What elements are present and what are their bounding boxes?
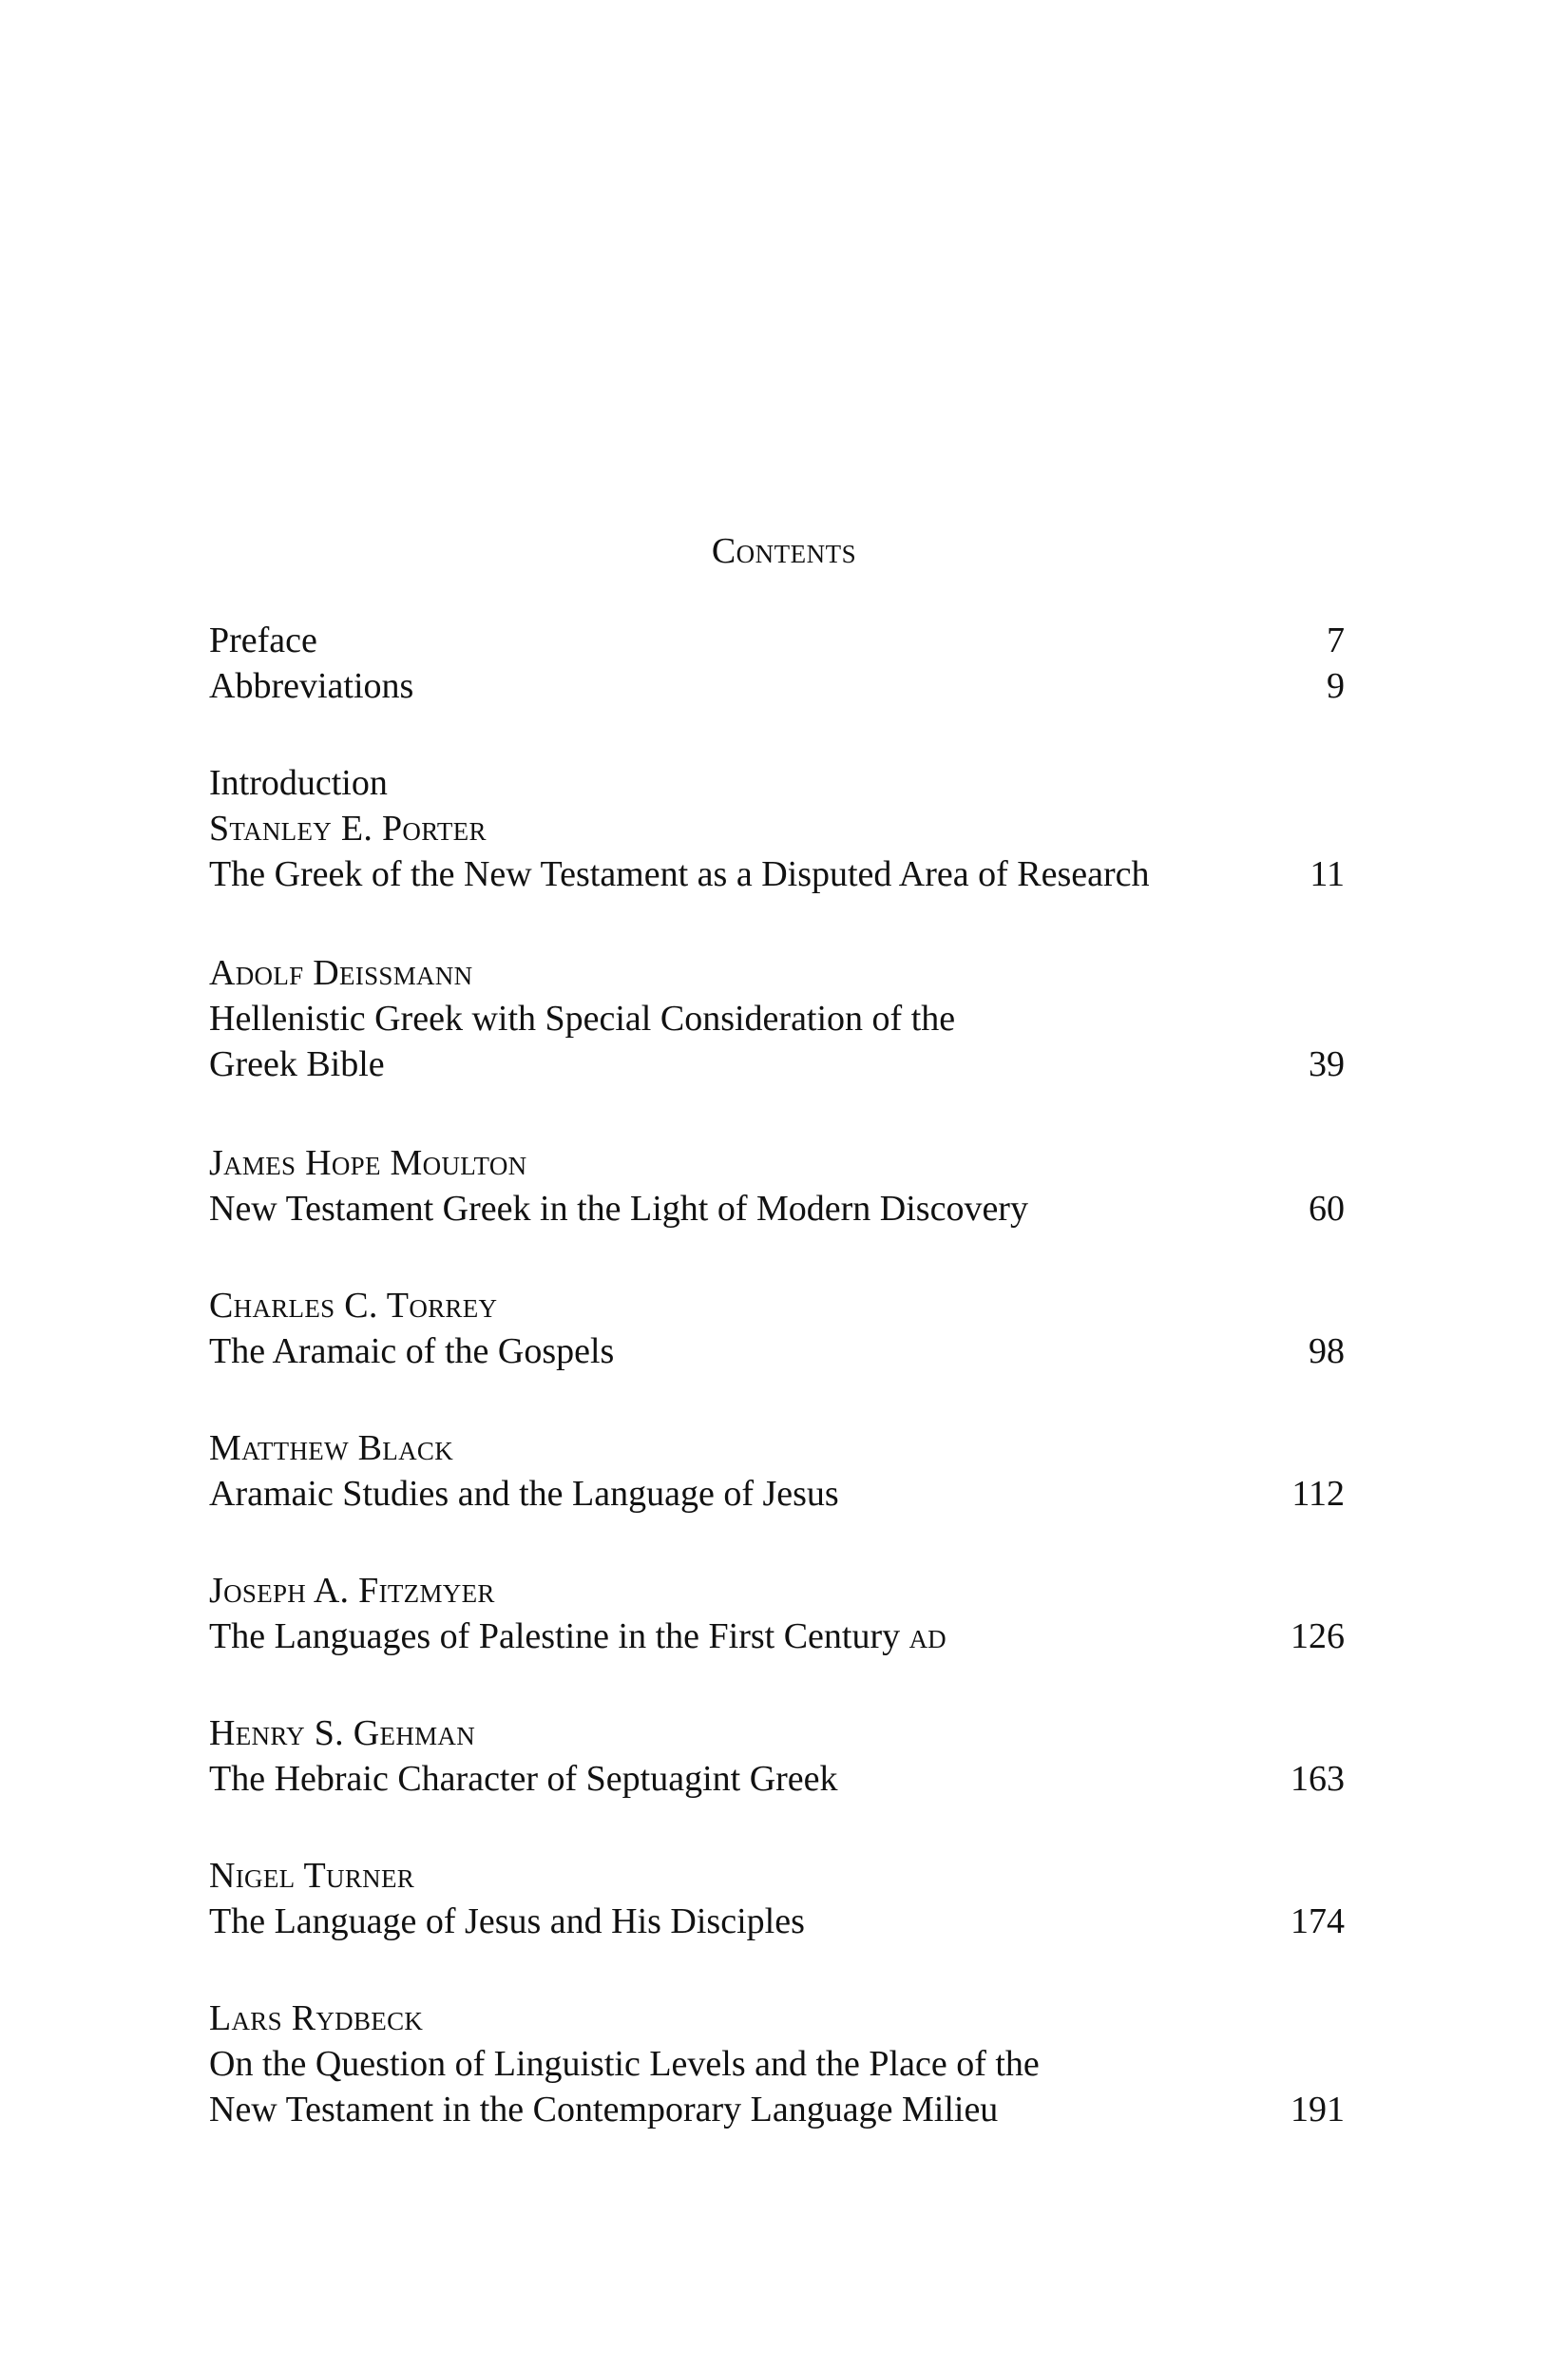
- preface-page-number: 7: [1327, 621, 1345, 660]
- introduction-author: Stanley E. Porter: [209, 809, 487, 849]
- introduction-page-number: 11: [1310, 854, 1345, 894]
- entry-title-gehman: The Hebraic Character of Septuagint Greek: [209, 1759, 838, 1799]
- entry-page-turner: 174: [1291, 1901, 1345, 1941]
- entry-author-rydbeck: Lars Rydbeck: [209, 1998, 424, 2038]
- contents-heading: Contents: [711, 531, 857, 571]
- entry-title-fitzmyer-era: ad: [908, 1616, 947, 1656]
- entry-page-rydbeck: 191: [1291, 2090, 1345, 2129]
- entry-title-deissmann-line-1: Hellenistic Greek with Special Consideration of the: [209, 999, 956, 1039]
- entry-title-torrey: The Aramaic of the Gospels: [209, 1331, 615, 1371]
- entry-author-torrey: Charles C. Torrey: [209, 1286, 498, 1326]
- introduction-label: Introduction: [209, 763, 388, 803]
- entry-author-moulton: James Hope Moulton: [209, 1143, 527, 1183]
- entry-page-fitzmyer: 126: [1291, 1616, 1345, 1656]
- entry-title-deissmann-line-2: Greek Bible: [209, 1044, 385, 1084]
- entry-page-black: 112: [1291, 1474, 1345, 1514]
- abbreviations-page-number: 9: [1327, 666, 1345, 706]
- entry-title-moulton: New Testament Greek in the Light of Modern Discovery: [209, 1189, 1028, 1229]
- entry-author-fitzmyer: Joseph A. Fitzmyer: [209, 1571, 495, 1611]
- entry-title-rydbeck-line-2: New Testament in the Contemporary Language Milieu: [209, 2090, 999, 2129]
- entry-author-gehman: Henry S. Gehman: [209, 1713, 476, 1753]
- entry-author-black: Matthew Black: [209, 1428, 453, 1468]
- entry-author-turner: Nigel Turner: [209, 1856, 415, 1896]
- entry-page-deissmann: 39: [1309, 1044, 1345, 1084]
- preface-title: Preface: [209, 621, 317, 660]
- entry-page-gehman: 163: [1291, 1759, 1345, 1799]
- entry-title-fitzmyer-text: The Languages of Palestine in the First Century: [209, 1616, 901, 1656]
- entry-title-turner: The Language of Jesus and His Disciples: [209, 1901, 805, 1941]
- entry-author-deissmann: Adolf Deissmann: [209, 953, 473, 993]
- introduction-title: The Greek of the New Testament as a Disputed Area of Research: [209, 854, 1150, 894]
- abbreviations-title: Abbreviations: [209, 666, 414, 706]
- entry-page-moulton: 60: [1309, 1189, 1345, 1229]
- entry-title-black: Aramaic Studies and the Language of Jesus: [209, 1474, 839, 1514]
- entry-title-fitzmyer: [209, 1614, 947, 1659]
- entry-title-rydbeck-line-1: On the Question of Linguistic Levels and the Place of the: [209, 2044, 1040, 2084]
- entry-page-torrey: 98: [1309, 1331, 1345, 1371]
